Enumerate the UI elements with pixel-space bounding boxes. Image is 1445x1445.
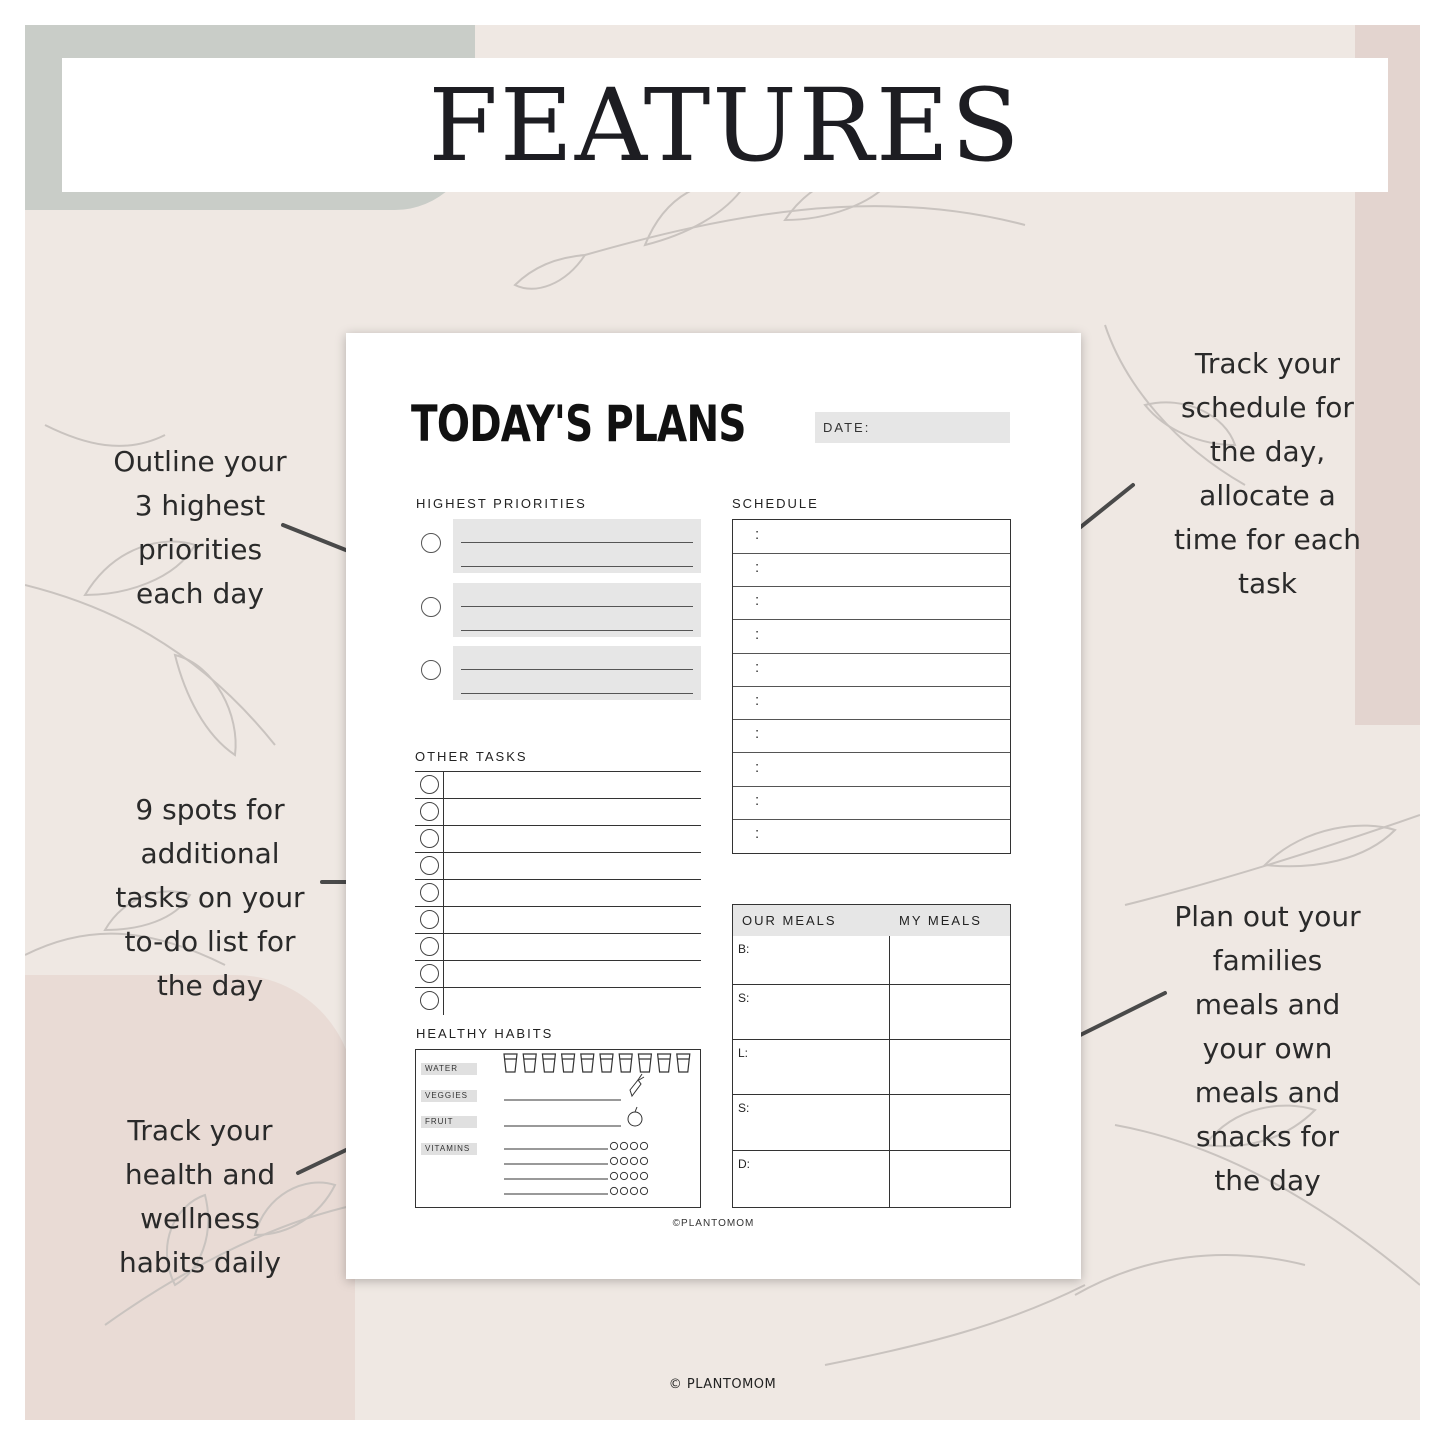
- schedule-row: [733, 819, 1010, 852]
- schedule-row: [733, 753, 1010, 787]
- habit-fruit-label: FRUIT: [421, 1116, 477, 1128]
- vitamin-dot-icon: [630, 1157, 637, 1164]
- meal-letter: S:: [738, 991, 750, 1005]
- circle-checkbox-icon: [421, 533, 441, 553]
- priority-item: [421, 583, 701, 637]
- callout-tasks: [95, 788, 325, 1008]
- callout-line: the day,: [1209, 435, 1326, 468]
- callout-habits: [95, 1109, 305, 1285]
- meal-letter: D:: [738, 1157, 750, 1171]
- vitamin-dot-icon: [610, 1172, 617, 1179]
- tasks-label: OTHER TASKS: [415, 749, 528, 764]
- time-colon: :: [755, 759, 760, 776]
- task-checkbox: [415, 961, 444, 988]
- vitamin-dot-icon: [620, 1142, 627, 1149]
- vitamin-dot-icon: [610, 1157, 617, 1164]
- sheet-copyright: ©PLANTOMOM: [672, 1218, 755, 1229]
- water-glass-icon: [619, 1054, 632, 1072]
- water-glass-icon: [581, 1054, 594, 1072]
- tasks-list: [415, 771, 701, 1014]
- task-row: [415, 852, 701, 880]
- carrot-icon: [630, 1080, 641, 1096]
- schedule-row: [733, 520, 1010, 554]
- circle-checkbox-icon: [420, 775, 439, 794]
- time-colon: :: [755, 526, 760, 543]
- time-colon: :: [755, 792, 760, 809]
- callout-line: the day: [156, 969, 264, 1002]
- writing-line: [461, 606, 693, 607]
- habit-water-label: WATER: [421, 1063, 477, 1075]
- callout-line: wellness: [140, 1202, 260, 1235]
- task-checkbox: [415, 907, 444, 934]
- callout-line: priorities: [137, 533, 263, 566]
- callout-line: task: [1238, 567, 1297, 600]
- callout-meals: [1150, 895, 1385, 1203]
- callout-line: schedule for: [1181, 391, 1354, 424]
- circle-checkbox-icon: [420, 829, 439, 848]
- water-glass-icon: [638, 1054, 651, 1072]
- footer-copyright: © PLANTOMOM: [668, 1377, 777, 1392]
- header-banner: [62, 58, 1388, 192]
- callout-line: Outline your: [113, 445, 287, 478]
- meal-row: [733, 1039, 1010, 1095]
- task-row: [415, 960, 701, 988]
- callout-line: your own: [1202, 1032, 1333, 1065]
- task-checkbox: [415, 934, 444, 961]
- priority-item: [421, 519, 701, 573]
- vitamin-dot-icon: [640, 1172, 647, 1179]
- planner-sheet: [346, 333, 1081, 1279]
- schedule-row: [733, 686, 1010, 720]
- time-colon: :: [755, 659, 760, 676]
- writing-line: [461, 630, 693, 631]
- vitamin-dot-icon: [640, 1187, 647, 1194]
- callout-line: Track your: [127, 1114, 273, 1147]
- apple-icon: [628, 1112, 642, 1126]
- habits-box: [415, 1049, 701, 1208]
- priorities-label: HIGHEST PRIORITIES: [416, 496, 587, 511]
- task-row: [415, 879, 701, 907]
- writing-line: [461, 542, 693, 543]
- date-field: [815, 412, 1010, 443]
- water-glass-icon: [504, 1054, 690, 1072]
- task-row: [415, 771, 701, 799]
- habit-trackers: [416, 1050, 700, 1207]
- vitamin-dot-icon: [610, 1142, 617, 1149]
- our-meals-header: OUR MEALS: [742, 913, 837, 928]
- callout-priorities: [95, 440, 305, 616]
- water-glass-icon: [542, 1054, 555, 1072]
- schedule-row: [733, 553, 1010, 587]
- circle-checkbox-icon: [420, 964, 439, 983]
- habit-veggies-label: VEGGIES: [421, 1090, 477, 1102]
- vitamin-dot-icon: [620, 1157, 627, 1164]
- circle-checkbox-icon: [420, 910, 439, 929]
- my-meals-header: MY MEALS: [899, 913, 982, 928]
- task-checkbox: [415, 826, 444, 853]
- date-label: DATE:: [823, 420, 871, 435]
- writing-line: [461, 693, 693, 694]
- water-glass-icon: [658, 1054, 671, 1072]
- vitamin-dot-icon: [610, 1187, 617, 1194]
- schedule-row: [733, 620, 1010, 654]
- callout-line: tasks on your: [115, 881, 305, 914]
- circle-checkbox-icon: [420, 937, 439, 956]
- vitamin-dot-icon: [640, 1157, 647, 1164]
- vitamin-dot-icon: [620, 1187, 627, 1194]
- callout-line: time for each: [1173, 523, 1362, 556]
- carrot-leaf-icon: [638, 1074, 644, 1080]
- habit-vitamins-label: VITAMINS: [421, 1143, 477, 1155]
- callout-line: families: [1212, 944, 1323, 977]
- time-colon: :: [755, 825, 760, 842]
- callout-line: Plan out your: [1174, 900, 1361, 933]
- task-row: [415, 798, 701, 826]
- page-title: FEATURES: [428, 66, 1022, 184]
- time-colon: :: [755, 725, 760, 742]
- task-row: [415, 933, 701, 961]
- planner-title: TODAY'S PLANS: [411, 395, 746, 453]
- priority-box: [453, 519, 701, 573]
- meal-row: [733, 1150, 1010, 1207]
- water-glass-icon: [677, 1054, 690, 1072]
- task-row: [415, 987, 701, 1015]
- meal-row: [733, 1094, 1010, 1151]
- time-colon: :: [755, 559, 760, 576]
- task-row: [415, 825, 701, 853]
- callout-line: additional: [140, 837, 280, 870]
- schedule-row: [733, 786, 1010, 820]
- callout-line: 9 spots for: [135, 793, 285, 826]
- callout-line: Track your: [1194, 347, 1341, 380]
- callout-line: 3 highest: [134, 489, 266, 522]
- callout-line: to-do list for: [124, 925, 296, 958]
- time-colon: :: [755, 626, 760, 643]
- schedule-label: SCHEDULE: [732, 496, 819, 511]
- water-glass-icon: [523, 1054, 536, 1072]
- habits-label: HEALTHY HABITS: [416, 1026, 554, 1041]
- circle-checkbox-icon: [420, 856, 439, 875]
- callout-schedule: [1150, 342, 1385, 606]
- priority-box: [453, 583, 701, 637]
- writing-line: [461, 669, 693, 670]
- vitamin-dot-icon: [620, 1172, 627, 1179]
- schedule-row: [733, 653, 1010, 687]
- priority-item: [421, 646, 701, 700]
- water-glass-icon: [562, 1054, 575, 1072]
- vitamin-dot-icon: [630, 1142, 637, 1149]
- callout-line: snacks for: [1195, 1120, 1340, 1153]
- vitamin-dot-icon: [610, 1142, 647, 1194]
- circle-checkbox-icon: [421, 660, 441, 680]
- task-checkbox: [415, 988, 444, 1015]
- task-checkbox: [415, 853, 444, 880]
- vitamin-dot-icon: [630, 1172, 637, 1179]
- callout-line: habits daily: [119, 1246, 281, 1279]
- apple-stem-icon: [635, 1107, 637, 1112]
- callout-line: meals and: [1194, 1076, 1341, 1109]
- schedule-row: [733, 586, 1010, 620]
- meal-letter: B:: [738, 942, 750, 956]
- callout-line: the day: [1214, 1164, 1321, 1197]
- schedule-row: [733, 719, 1010, 753]
- time-colon: :: [755, 692, 760, 709]
- meals-header: [733, 905, 1010, 936]
- circle-checkbox-icon: [420, 802, 439, 821]
- meal-row: [733, 984, 1010, 1040]
- schedule-table: [732, 519, 1011, 854]
- water-glass-icon: [504, 1054, 517, 1072]
- circle-checkbox-icon: [421, 597, 441, 617]
- circle-checkbox-icon: [420, 991, 439, 1010]
- task-checkbox: [415, 880, 444, 907]
- priority-box: [453, 646, 701, 700]
- time-colon: :: [755, 592, 760, 609]
- callout-line: meals and: [1194, 988, 1341, 1021]
- callout-line: health and: [124, 1158, 276, 1191]
- circle-checkbox-icon: [420, 883, 439, 902]
- writing-line: [461, 566, 693, 567]
- vitamin-dot-icon: [640, 1142, 647, 1149]
- meal-letter: L:: [738, 1046, 749, 1060]
- meals-table: [732, 904, 1011, 1208]
- callout-line: each day: [136, 577, 264, 610]
- callout-line: allocate a: [1199, 479, 1336, 512]
- task-checkbox: [415, 799, 444, 826]
- vitamin-dot-icon: [630, 1187, 637, 1194]
- task-checkbox: [415, 772, 444, 799]
- water-glass-icon: [600, 1054, 613, 1072]
- meal-row: [733, 936, 1010, 984]
- meal-letter: S:: [738, 1101, 750, 1115]
- task-row: [415, 906, 701, 934]
